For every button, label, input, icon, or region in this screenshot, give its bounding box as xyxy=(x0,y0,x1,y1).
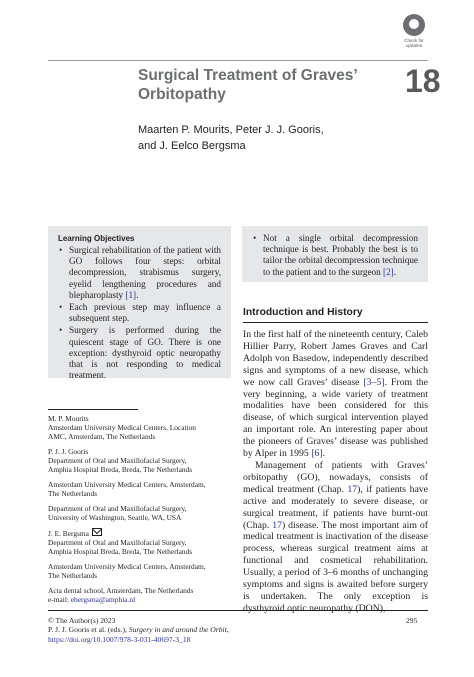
learning-objectives-continued-list xyxy=(252,233,418,278)
check-for-updates-badge[interactable] xyxy=(396,14,432,56)
section-heading-rule xyxy=(243,322,428,323)
affiliation-entry: M. P. Mourits Amsterdam University Medical Centers, Location AMC, Amsterdam, The Netherlands xyxy=(48,414,196,441)
affiliation-entry: P. J. J. Gooris Department of Oral and Maxillofacial Surgery, Amphia Hospital Breda, Breda, The Netherlands xyxy=(48,447,193,474)
chapter-title-line-2: Orbitopathy xyxy=(138,86,226,103)
citation-link[interactable]: [2] xyxy=(383,266,394,277)
email-icon xyxy=(92,528,102,536)
learning-objectives-list xyxy=(58,245,221,381)
authors-line-1: Maarten P. Mourits, Peter J. J. Gooris, xyxy=(138,124,324,136)
body-paragraph: In the first half of the nineteenth century, Caleb Hillier Parry, Robert James Graves and Carl Adolph von Basedow, independently described signs and symptoms of a new disease, which we now call Graves’ disease [3–5]. From the very beginning, a wide variety of treatment modalities have been considered for this disease, of which surgical intervention played an important role. An interesting paper about the pioneers of Graves’ disease was published by Alper in 1995 [6]. xyxy=(243,329,428,460)
objective-item: • Each previous step may influence a subsequent step. xyxy=(58,302,221,324)
chapter-link[interactable]: 17 xyxy=(272,519,282,531)
affiliation-entry: Acta dental school, Amsterdam, The Netherlands e-mail: ebergsma@amphia.nl xyxy=(48,586,194,604)
learning-objectives-box xyxy=(48,226,231,381)
objective-item: • Not a single orbital decompression technique is best. Probably the best is to tailor the orbital decompression technique to the patient and to the surgeon [2]. xyxy=(252,233,418,278)
citation-link[interactable]: [1] xyxy=(125,289,137,300)
authors-line-2: and J. Eelco Bergsma xyxy=(138,139,246,152)
objective-item: • Surgery is performed during the quiescent stage of GO. There is one exception: dysthyroid optic neuropathy that is not responding to medical treatment. xyxy=(58,325,221,381)
footer-rule xyxy=(48,610,428,611)
book-title: Surgery in and around the Orbit xyxy=(128,625,227,635)
learning-objectives-continued-box xyxy=(242,226,428,282)
page-footer: © The Author(s) 2023 P. J. J. Gooris et al. (eds.), Surgery in and around the Orbit, https://doi.org/10.1007/978-3-031-40697-3_18 xyxy=(48,616,229,644)
check-for-updates-label xyxy=(396,38,432,48)
chapter-link[interactable]: 17 xyxy=(347,483,358,495)
objective-item: • Surgical rehabilitation of the patient with GO follows four steps: orbital decompression, strabismus surgery, eyelid lengthening procedures and blepharoplasty [1]. xyxy=(58,245,221,301)
learning-objectives-heading: Learning Objectives xyxy=(58,234,135,243)
copyright-notice: © The Author(s) 2023 xyxy=(48,616,116,625)
chapter-authors xyxy=(138,123,388,154)
header-rule xyxy=(48,60,428,61)
citation-link[interactable]: [6] xyxy=(311,448,323,460)
chapter-title xyxy=(138,66,398,104)
badge-line-1: Check for xyxy=(404,38,424,43)
author-email-link[interactable]: ebergsma@amphia.nl xyxy=(70,595,136,604)
page-number: 295 xyxy=(406,616,418,625)
affiliation-entry: Department of Oral and Maxillofacial Surgery, University of Washington, Seattle, WA, USA xyxy=(48,504,187,522)
affiliation-entry: Amsterdam University Medical Centers, Amsterdam, The Netherlands xyxy=(48,562,206,580)
chapter-number: 18 xyxy=(405,63,441,99)
body-paragraph: Management of patients with Graves’ orbitopathy (GO), nowadays, consists of medical treatment (Chap. 17), if patients have active and moderately to severe disease, or surgical treatment, if patients have burnt-out (Chap. 17) disease. The most important aim of medical treatment is inactivation of the disease process, whereas surgical treatment aims at functional and cosmetical rehabilitation. Usually, a period of 3–6 months of unchanging symptoms and signs is awaited before surgery is undertaken. The only exception is dysthyroid optic neuropathy (DON), xyxy=(243,459,429,614)
doi-link[interactable]: https://doi.org/10.1007/978-3-031-40697-3_18 xyxy=(48,634,191,644)
affiliations-rule xyxy=(48,409,138,410)
citation-link[interactable]: [3–5] xyxy=(363,376,385,388)
affiliation-entry: Amsterdam University Medical Centers, Amsterdam, The Netherlands xyxy=(48,480,206,498)
chapter-title-line-1: Surgical Treatment of Graves’ xyxy=(138,67,358,84)
affiliation-entry: J. E. Bergsma Department of Oral and Maxillofacial Surgery, Amphia Hospital Breda, Breda, The Netherlands xyxy=(48,529,193,556)
badge-line-2: updates xyxy=(405,43,423,48)
check-for-updates-icon xyxy=(403,14,425,36)
section-heading-introduction: Introduction and History xyxy=(243,307,363,318)
author-affiliations xyxy=(48,414,231,610)
body-text-column xyxy=(243,329,428,615)
